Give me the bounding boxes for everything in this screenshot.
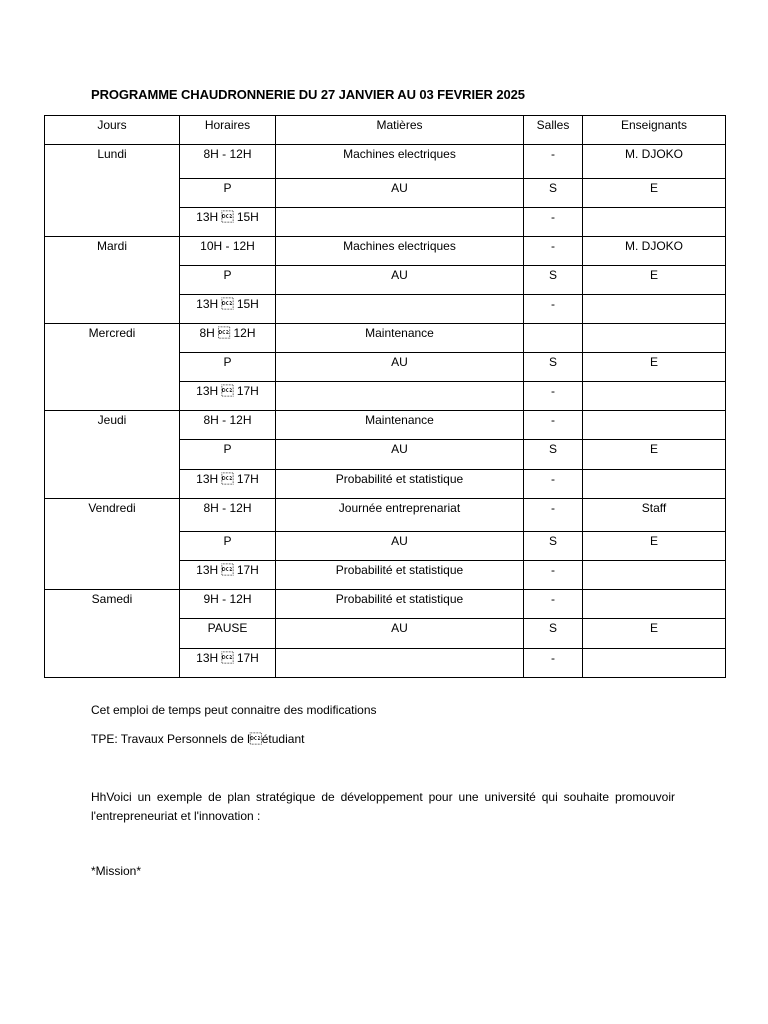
header-jours: Jours: [45, 116, 180, 145]
table-header-row: [45, 116, 726, 145]
subject-cell: Probabilité et statistique: [276, 561, 524, 590]
table-row: [45, 324, 726, 353]
time-cell: P: [180, 179, 276, 208]
subject-cell: Journée entreprenariat: [276, 499, 524, 532]
day-cell: Mercredi: [45, 324, 180, 411]
time-cell: 8H - 12H: [180, 411, 276, 440]
time-cell: PAUSE: [180, 619, 276, 649]
teacher-cell: [583, 561, 726, 590]
table-row: [45, 590, 726, 619]
header-horaires: Horaires: [180, 116, 276, 145]
tpe-note: TPE: Travaux Personnels de létudiant: [91, 732, 305, 746]
subject-cell: [276, 649, 524, 678]
day-cell: Lundi: [45, 145, 180, 237]
time-cell: 9H - 12H: [180, 590, 276, 619]
teacher-cell: M. DJOKO: [583, 145, 726, 179]
subject-cell: Machines electriques: [276, 145, 524, 179]
time-cell: 13H  17H: [180, 382, 276, 411]
subject-cell: AU: [276, 619, 524, 649]
subject-cell: [276, 295, 524, 324]
teacher-cell: M. DJOKO: [583, 237, 726, 266]
strategy-paragraph: HhVoici un exemple de plan stratégique de développement pour une université qui souhaite promouvoir l'entrepreneuriat et l'innovation :: [91, 790, 675, 823]
subject-cell: Maintenance: [276, 324, 524, 353]
schedule-body: [45, 145, 726, 678]
room-cell: -: [524, 590, 583, 619]
subject-cell: AU: [276, 179, 524, 208]
teacher-cell: [583, 382, 726, 411]
day-cell: Vendredi: [45, 499, 180, 590]
subject-cell: AU: [276, 353, 524, 382]
time-cell: P: [180, 440, 276, 470]
time-cell: P: [180, 353, 276, 382]
teacher-cell: [583, 649, 726, 678]
header-matieres: Matières: [276, 116, 524, 145]
subject-cell: AU: [276, 532, 524, 561]
table-row: [45, 237, 726, 266]
teacher-cell: Staff: [583, 499, 726, 532]
teacher-cell: [583, 590, 726, 619]
time-cell: P: [180, 532, 276, 561]
teacher-cell: [583, 411, 726, 440]
teacher-cell: E: [583, 440, 726, 470]
subject-cell: Probabilité et statistique: [276, 470, 524, 499]
time-cell: 13H  17H: [180, 561, 276, 590]
mission-heading: *Mission*: [91, 864, 142, 878]
time-cell: 8H  12H: [180, 324, 276, 353]
time-cell: P: [180, 266, 276, 295]
day-cell: Jeudi: [45, 411, 180, 499]
room-cell: -: [524, 561, 583, 590]
room-cell: S: [524, 179, 583, 208]
time-cell: 8H - 12H: [180, 145, 276, 179]
time-cell: 13H  17H: [180, 470, 276, 499]
subject-cell: Machines electriques: [276, 237, 524, 266]
room-cell: S: [524, 532, 583, 561]
room-cell: S: [524, 619, 583, 649]
day-cell: Mardi: [45, 237, 180, 324]
teacher-cell: E: [583, 353, 726, 382]
time-cell: 8H - 12H: [180, 499, 276, 532]
teacher-cell: E: [583, 266, 726, 295]
room-cell: S: [524, 353, 583, 382]
subject-cell: [276, 208, 524, 237]
room-cell: S: [524, 440, 583, 470]
time-cell: 13H  17H: [180, 649, 276, 678]
room-cell: -: [524, 295, 583, 324]
teacher-cell: [583, 208, 726, 237]
time-cell: 10H - 12H: [180, 237, 276, 266]
room-cell: -: [524, 208, 583, 237]
table-row: [45, 499, 726, 532]
subject-cell: [276, 382, 524, 411]
subject-cell: Maintenance: [276, 411, 524, 440]
room-cell: -: [524, 470, 583, 499]
room-cell: -: [524, 499, 583, 532]
teacher-cell: E: [583, 619, 726, 649]
day-cell: Samedi: [45, 590, 180, 678]
room-cell: -: [524, 382, 583, 411]
room-cell: -: [524, 411, 583, 440]
teacher-cell: E: [583, 179, 726, 208]
teacher-cell: [583, 324, 726, 353]
room-cell: -: [524, 237, 583, 266]
room-cell: [524, 324, 583, 353]
teacher-cell: [583, 295, 726, 324]
table-row: [45, 411, 726, 440]
teacher-cell: E: [583, 532, 726, 561]
document-title: PROGRAMME CHAUDRONNERIE DU 27 JANVIER AU 03 FEVRIER 2025: [91, 87, 525, 102]
teacher-cell: [583, 470, 726, 499]
table-row: [45, 145, 726, 179]
header-enseignants: Enseignants: [583, 116, 726, 145]
schedule-table: [44, 115, 726, 678]
header-salles: Salles: [524, 116, 583, 145]
subject-cell: Probabilité et statistique: [276, 590, 524, 619]
room-cell: -: [524, 649, 583, 678]
subject-cell: AU: [276, 440, 524, 470]
subject-cell: AU: [276, 266, 524, 295]
time-cell: 13H  15H: [180, 208, 276, 237]
room-cell: -: [524, 145, 583, 179]
time-cell: 13H  15H: [180, 295, 276, 324]
room-cell: S: [524, 266, 583, 295]
modifications-note: Cet emploi de temps peut connaitre des modifications: [91, 703, 377, 717]
